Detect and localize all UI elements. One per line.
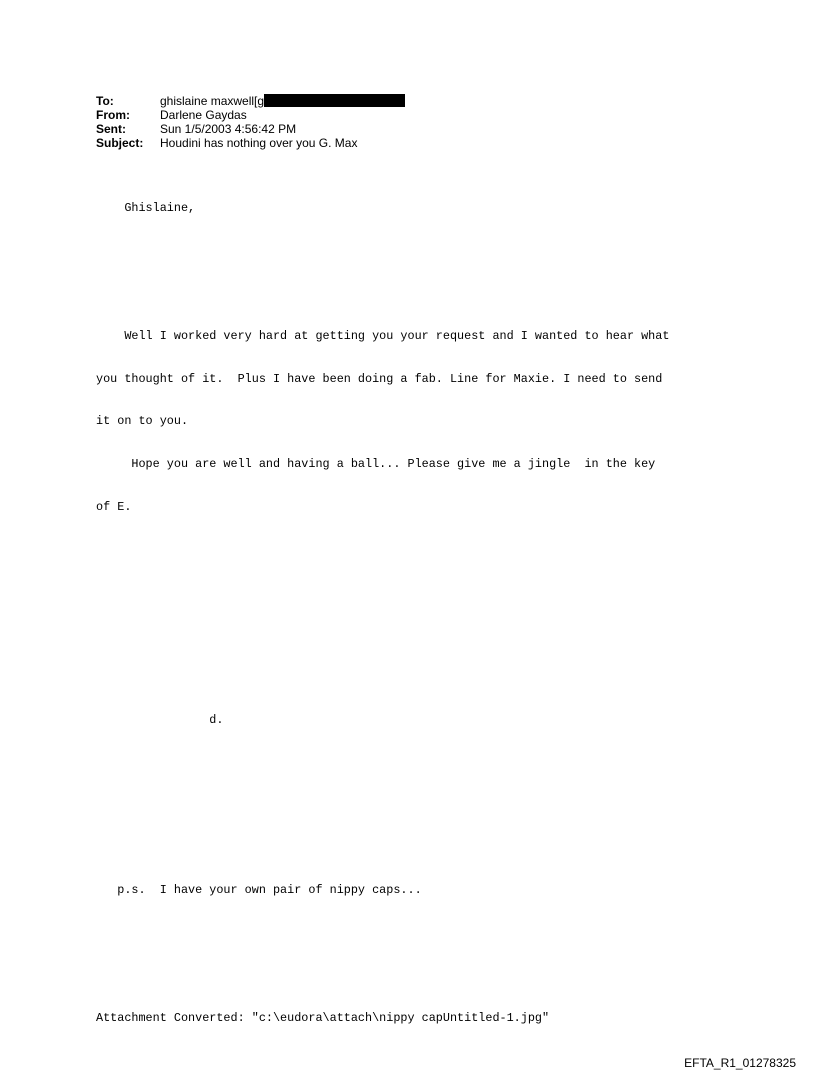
- body-line: d.: [96, 712, 224, 727]
- from-value: Darlene Gaydas: [160, 108, 247, 122]
- redaction-block: [264, 94, 405, 107]
- body-line: [96, 627, 669, 641]
- body-line: p.s. I have your own pair of nippy caps...: [96, 883, 422, 898]
- to-label: To:: [96, 94, 114, 108]
- email-header: [96, 94, 405, 150]
- subject-value: Houdini has nothing over you G. Max: [160, 136, 358, 150]
- body-line: [96, 755, 669, 769]
- body-line: Ghislaine,: [96, 201, 196, 216]
- body-line: you thought of it. Plus I have been doing a fab. Line for Maxie. I need to send: [96, 371, 663, 386]
- email-body: [96, 173, 669, 1039]
- to-value-text: ghislaine maxwell[g: [160, 94, 265, 108]
- body-line: [96, 542, 669, 556]
- body-line: [96, 968, 669, 982]
- body-line: Well I worked very hard at getting you your request and I wanted to hear what: [96, 329, 670, 344]
- body-line: Hope you are well and having a ball... Please give me a jingle in the key: [96, 457, 656, 472]
- sent-row: [96, 122, 405, 136]
- body-line: [96, 840, 669, 854]
- body-line: [96, 244, 669, 258]
- body-line: it on to you.: [96, 414, 189, 429]
- from-label: From:: [96, 108, 130, 122]
- body-line: [96, 287, 669, 301]
- body-line: [96, 926, 669, 940]
- from-row: [96, 108, 405, 122]
- to-row: [96, 94, 405, 108]
- document-id: EFTA_R1_01278325: [684, 1056, 796, 1070]
- to-value: [160, 94, 405, 108]
- subject-row: [96, 136, 405, 150]
- body-line: [96, 670, 669, 684]
- sent-label: Sent:: [96, 122, 126, 136]
- sent-value: Sun 1/5/2003 4:56:42 PM: [160, 122, 297, 136]
- body-line: [96, 585, 669, 599]
- body-line: of E.: [96, 499, 132, 514]
- body-line: [96, 798, 669, 812]
- attachment-line: Attachment Converted: "c:\eudora\attach\nippy capUntitled-1.jpg": [96, 1010, 550, 1025]
- subject-label: Subject:: [96, 136, 144, 150]
